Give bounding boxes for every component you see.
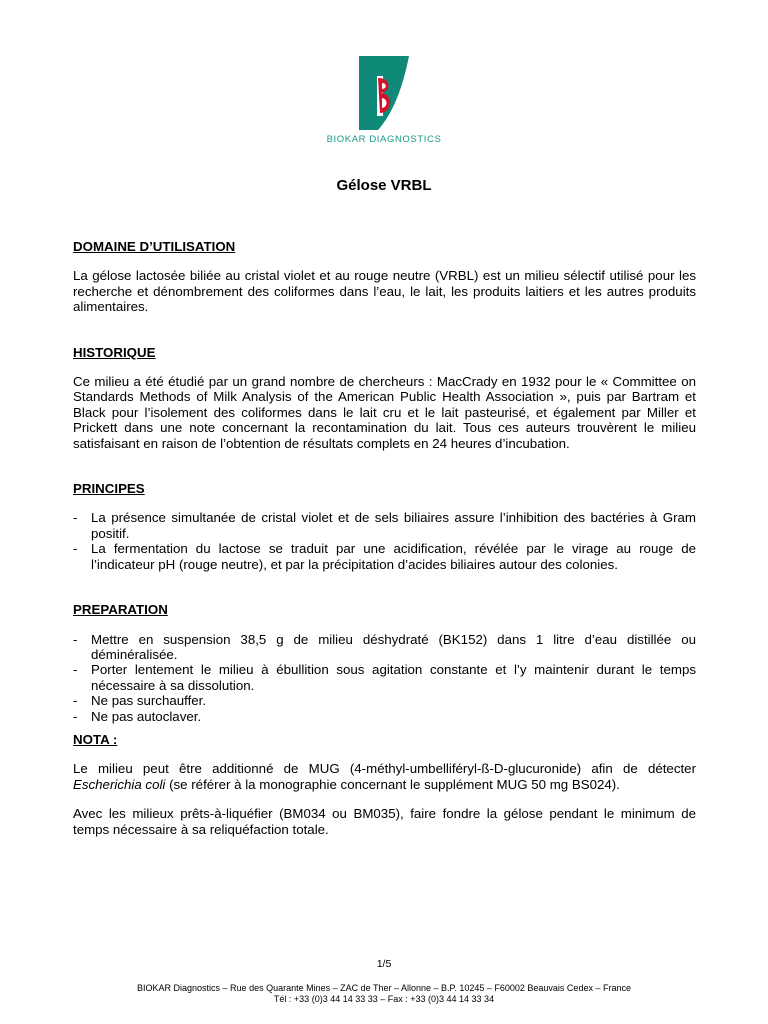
- footer: [0, 983, 768, 1005]
- heading-domaine: DOMAINE D’UTILISATION: [73, 239, 236, 254]
- heading-principes: PRINCIPES: [73, 481, 145, 497]
- document-title: Gélose VRBL: [336, 177, 432, 194]
- paragraph-nota-2: Avec les milieux prêts-à-liquéfier (BM034 ou BM035), faire fondre la gélose pendant le minimum de temps nécessaire à sa reliquéfaction totale.: [73, 806, 696, 837]
- list-item: - Ne pas autoclaver.: [73, 709, 696, 724]
- biokar-logo-icon: [359, 56, 409, 130]
- footer-address: BIOKAR Diagnostics – Rue des Quarante Mines – ZAC de Ther – Allonne – B.P. 10245 – F60002 Beauvais Cedex – France: [137, 983, 631, 993]
- list-item: - Ne pas surchauffer.: [73, 693, 696, 708]
- page-number: 1/5: [376, 958, 392, 970]
- company-name: BIOKAR DIAGNOSTICS: [326, 134, 442, 145]
- footer-contact: Tél : +33 (0)3 44 14 33 33 – Fax : +33 (0)3 44 14 33 34: [273, 994, 495, 1004]
- paragraph-historique: Ce milieu a été étudié par un grand nombre de chercheurs : MacCrady en 1932 pour le « Committee on Standards Methods of Milk Analysis of the American Public Health Association », puis par Bartram et Black pour l’isolement des coliformes dans le lait cru et le lait pasteurisé, et également par Miller et Prickett dans une note concernant la recontamination du lait. Tous ces auteurs trouvèrent le milieu satisfaisant en raison de l’obtention de résultats complets en 24 heures d’incubation.: [73, 374, 696, 451]
- species-name: Escherichia coli: [73, 776, 166, 792]
- heading-preparation: PREPARATION: [73, 602, 168, 618]
- nota-text-end: (se référer à la monographie concernant le supplément MUG 50 mg BS024).: [165, 776, 620, 792]
- list-item: - Porter lentement le milieu à ébullition sous agitation constante et l’y maintenir durant le temps nécessaire à sa dissolution.: [73, 662, 696, 693]
- nota-text-start: Le milieu peut être additionné de MUG (4-méthyl-umbelliféryl-ß-D-glucuronide) afin de détecter: [73, 761, 696, 777]
- heading-historique: HISTORIQUE: [73, 344, 156, 360]
- list-item: - Mettre en suspension 38,5 g de milieu déshydraté (BK152) dans 1 litre d’eau distillée ou déminéralisée.: [73, 632, 696, 663]
- list-item: - La fermentation du lactose se traduit par une acidification, révélée par le virage au rouge de l’indicateur pH (rouge neutre), et par la précipitation d’acides biliaires autour des colonies.: [73, 541, 696, 572]
- list-principes: [73, 510, 696, 572]
- document-body: [73, 239, 696, 837]
- paragraph-domaine: La gélose lactosée biliée au cristal violet et au rouge neutre (VRBL) est un milieu sélectif utilisé pour les recherche et dénombrement des coliformes dans l’eau, le lait, les produits laitiers et les autres produits alimentaires.: [73, 268, 696, 315]
- list-item: - La présence simultanée de cristal violet et de sels biliaires assure l’inhibition des bactéries à Gram positif.: [73, 510, 696, 541]
- company-logo: [308, 54, 460, 146]
- heading-nota: NOTA :: [73, 731, 118, 747]
- list-preparation: [73, 632, 696, 724]
- paragraph-nota-1: [73, 761, 696, 792]
